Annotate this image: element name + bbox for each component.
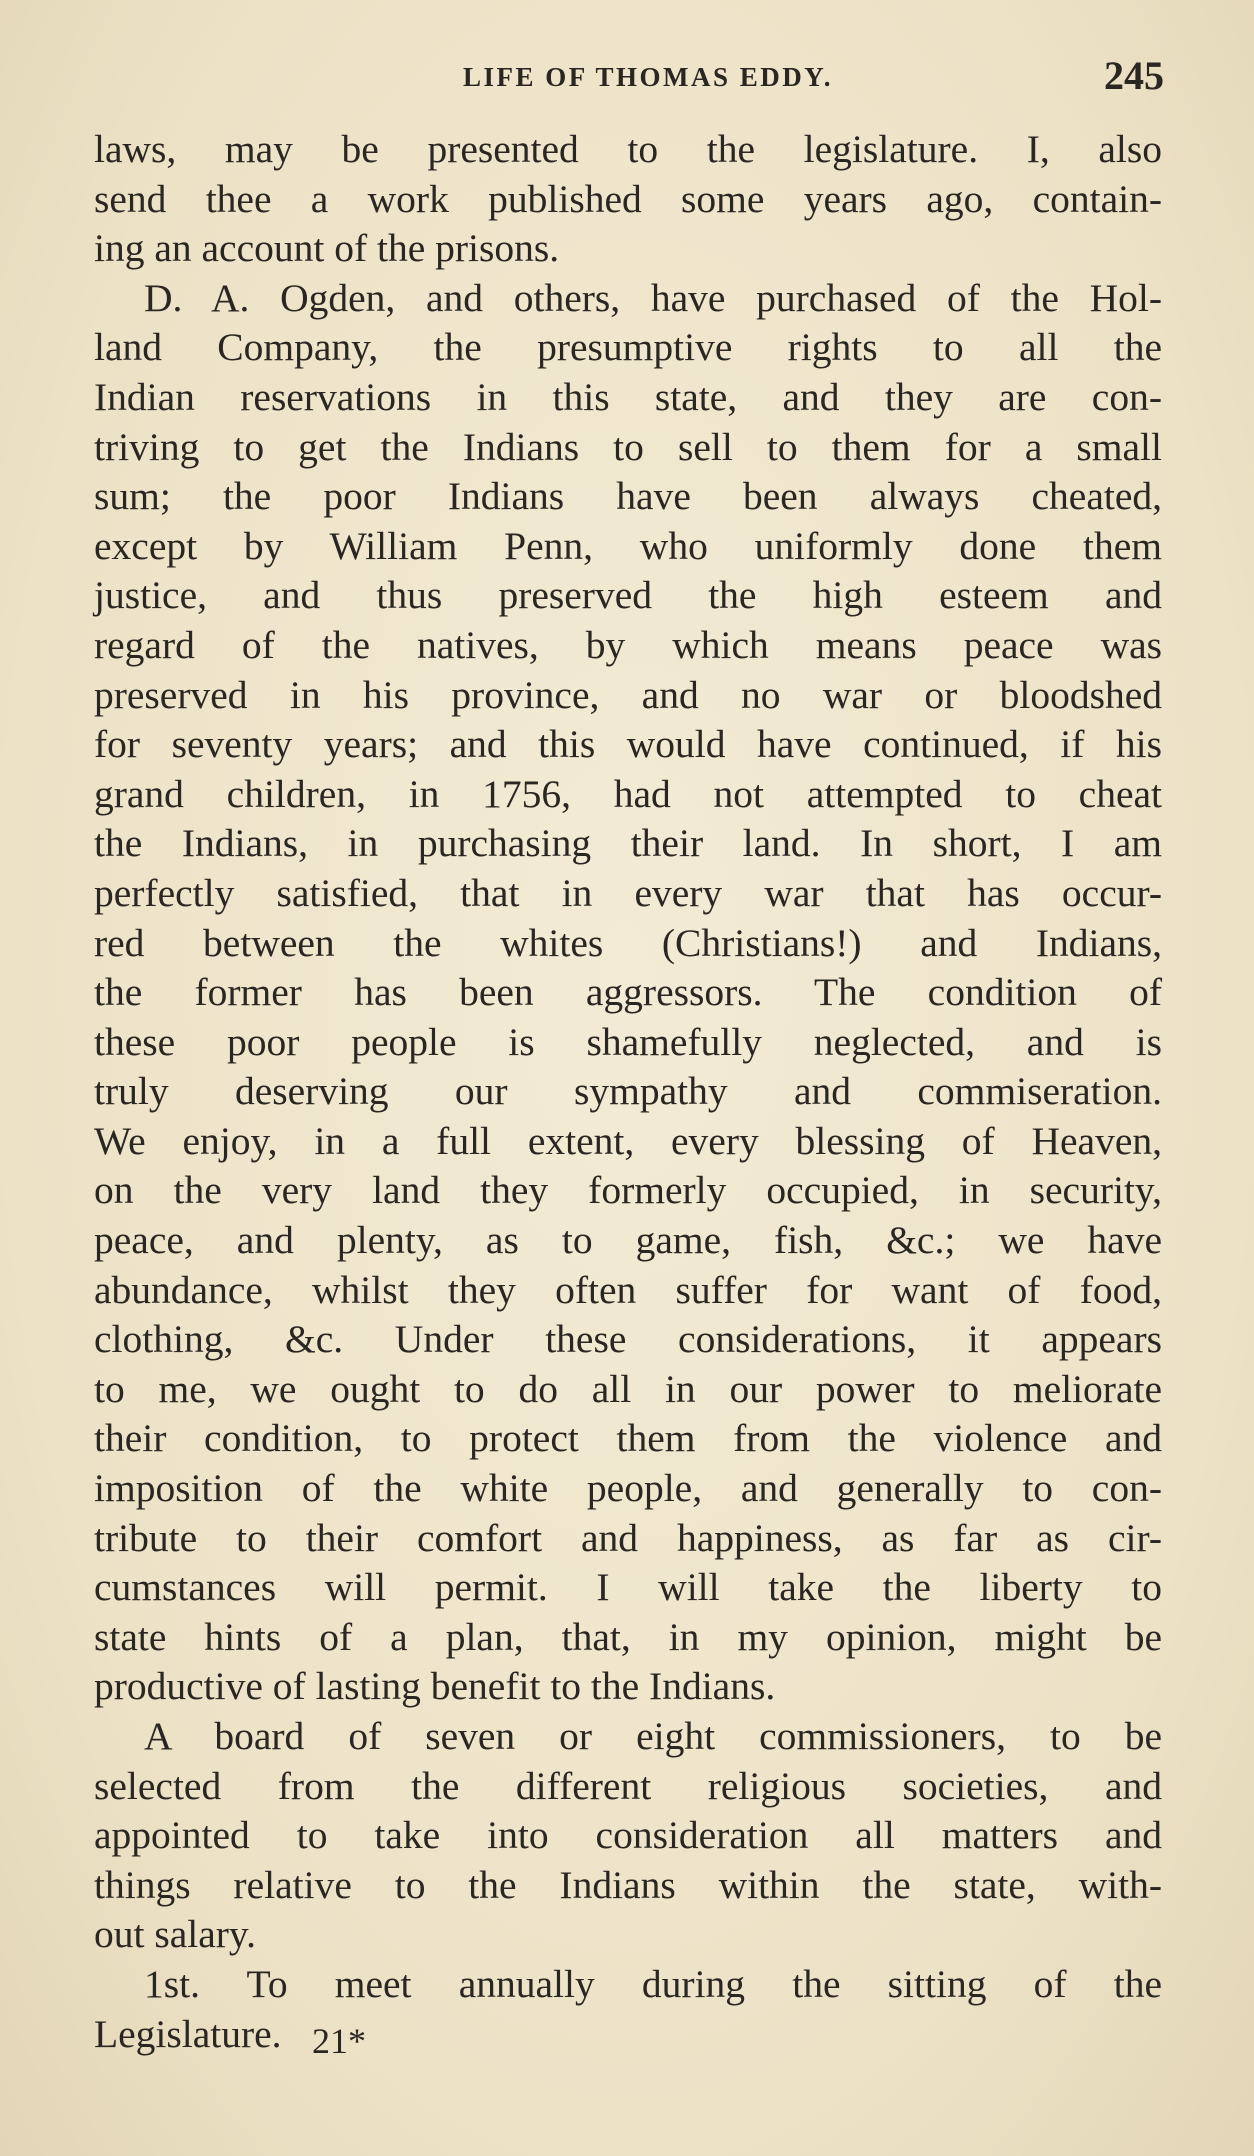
body-text (94, 125, 1162, 2059)
text-line: productive of lasting benefit to the Indians. (94, 1664, 776, 1709)
text-line: things relative to the Indians within the state, with- (94, 1862, 1162, 1907)
text-line: cumstances will permit. I will take the liberty to (94, 1565, 1162, 1610)
text-line: abundance, whilst they often suffer for want of food, (94, 1267, 1162, 1312)
text-line: out salary. (94, 1912, 256, 1957)
text-line: the former has been aggressors. The condition of (94, 970, 1162, 1015)
text-line: justice, and thus preserved the high esteem and (94, 573, 1162, 618)
text-line: imposition of the white people, and generally to con- (94, 1466, 1162, 1511)
text-line: to me, we ought to do all in our power to meliorate (94, 1366, 1162, 1411)
signature-mark: 21* (312, 2021, 366, 2061)
text-line: on the very land they formerly occupied, in security, (94, 1168, 1162, 1213)
text-line: appointed to take into consideration all matters and (94, 1813, 1162, 1858)
text-line: their condition, to protect them from the violence and (94, 1416, 1162, 1461)
text-line: peace, and plenty, as to game, fish, &c.; we have (94, 1218, 1162, 1263)
text-line: perfectly satisfied, that in every war that has occur- (94, 870, 1162, 915)
text-line: selected from the different religious societies, and (94, 1763, 1162, 1808)
text-line: except by William Penn, who uniformly done them (94, 523, 1162, 568)
text-line: state hints of a plan, that, in my opinion, might be (94, 1614, 1162, 1659)
text-line: ing an account of the prisons. (94, 226, 560, 271)
text-line: Legislature. (94, 2011, 282, 2056)
text-line: these poor people is shamefully neglected, and is (94, 1019, 1162, 1064)
text-line: clothing, &c. Under these considerations, it appears (94, 1317, 1162, 1362)
text-line: laws, may be presented to the legislature. I, also (94, 127, 1162, 171)
text-line: Indian reservations in this state, and they are con- (94, 374, 1162, 419)
page-header (92, 52, 1164, 102)
text-line: preserved in his province, and no war or bloodshed (94, 672, 1162, 717)
text-line: sum; the poor Indians have been always cheated, (94, 474, 1162, 519)
running-title: LIFE OF THOMAS EDDY. (462, 62, 834, 92)
text-line: 1st. To meet annually during the sitting of the (144, 1961, 1162, 2006)
text-line: truly deserving our sympathy and commiseration. (94, 1069, 1162, 1114)
text-line: for seventy years; and this would have continued, if his (94, 722, 1162, 767)
text-line: triving to get the Indians to sell to them for a small (94, 424, 1162, 469)
text-line: We enjoy, in a full extent, every blessing of Heaven, (94, 1118, 1162, 1163)
text-line: A board of seven or eight commissioners, to be (144, 1714, 1162, 1758)
text-line: D. A. Ogden, and others, have purchased of the Hol- (144, 275, 1162, 320)
text-line: land Company, the presumptive rights to all the (94, 325, 1162, 370)
text-line: tribute to their comfort and happiness, as far as cir- (94, 1515, 1162, 1560)
page-number: 245 (1104, 53, 1164, 98)
text-line: regard of the natives, by which means peace was (94, 622, 1162, 667)
text-line: send thee a work published some years ago, contain- (94, 176, 1162, 221)
text-line: grand children, in 1756, had not attempted to cheat (94, 771, 1162, 816)
text-line: red between the whites (Christians!) and Indians, (94, 920, 1162, 965)
text-line: the Indians, in purchasing their land. In short, I am (94, 821, 1162, 866)
